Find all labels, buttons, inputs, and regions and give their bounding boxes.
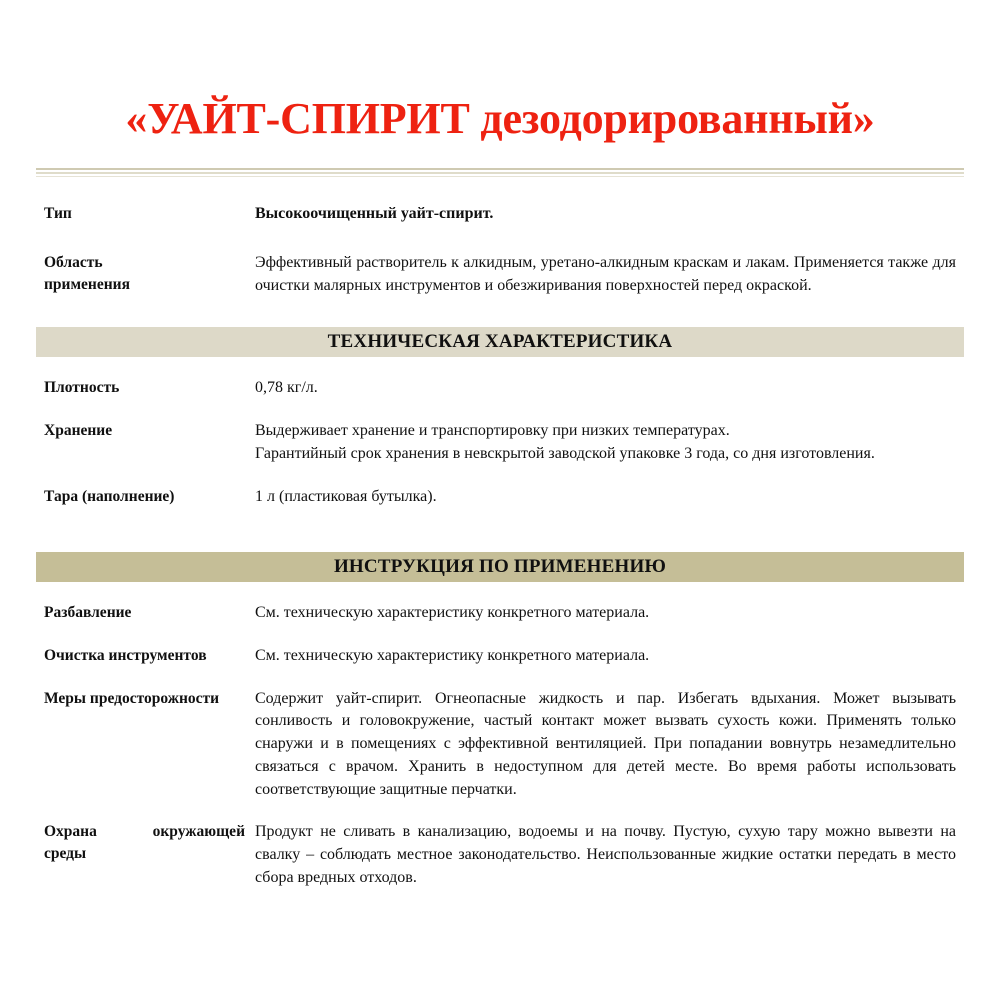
instruction-rows [36,582,964,889]
row-value-storage-line1: Выдерживает хранение и транспортировку при низких температурах. [255,422,730,440]
row-value-precautions: Содержит уайт-спирит. Огнеопасные жидкость и пар. Избегать вдыхания. Может вызывать сонливость и головокружение, частый контакт может вызвать сухость кожи. Применять только снаружи и в помещениях с эффективной вентиляцией. При попадании вовнутрь незамедлительно связаться с врачом. Хранить в недоступном для детей месте. Во время работы использовать соответствующие защитные перчатки. [255,689,956,798]
row-value-tool-cleaning: См. техническую характеристику конкретного материала. [255,646,650,664]
table-row [36,645,964,668]
row-label-density: Плотность [44,379,120,397]
row-label-application [36,252,255,296]
table-row [36,821,964,889]
row-label-application-line2: применения [44,275,130,293]
row-value-environment: Продукт не сливать в канализацию, водоемы и на почву. Пустую, сухую тару можно вывезти на свалку – соблюдать местное законодательство. Неиспользованные жидкие остатки передать в место сбора вредных отходов. [255,823,956,886]
table-row [36,688,964,802]
section-heading-instructions: ИНСТРУКЦИЯ ПО ПРИМЕНЕНИЮ [36,552,964,582]
row-label-precautions: Меры предосторожности [44,689,220,707]
divider-rule-middle [36,172,964,174]
section-heading-technical: ТЕХНИЧЕСКАЯ ХАРАКТЕРИСТИКА [36,327,964,357]
page-title: «УАЙТ-СПИРИТ дезодорированный» [125,94,875,143]
table-row [36,252,964,297]
technical-rows [36,357,964,552]
row-label-packaging: Тара (наполнение) [44,487,175,505]
divider-rule-bottom [36,176,964,177]
row-label-environment-line2: среды [44,845,87,863]
row-label-type: Тип [44,205,72,223]
table-row [36,420,964,465]
row-value-packaging: 1 л (пластиковая бутылка). [255,487,437,505]
row-label-environment-line1: Охрана окружающей [44,823,245,841]
row-value-density: 0,78 кг/л. [255,379,318,397]
row-value-type: Высокоочищенный уайт-спирит. [255,205,494,223]
row-value-dilution: См. техническую характеристику конкретного материала. [255,604,650,622]
row-label-application-line1: Область [44,253,103,271]
table-row [36,377,964,400]
table-row [36,486,964,509]
row-value-storage [255,420,964,465]
row-label-dilution: Разбавление [44,604,132,622]
intro-rows [36,177,964,327]
table-row [36,203,964,226]
table-row [36,602,964,625]
row-label-environment [36,821,255,865]
row-value-storage-line2: Гарантийный срок хранения в невскрытой заводской упаковке 3 года, со дня изготовления. [255,444,875,462]
row-value-application: Эффективный растворитель к алкидным, уретано-алкидным краскам и лакам. Применяется также для очистки малярных инструментов и обезжиривания поверхностей перед окраской. [255,253,956,294]
title-divider [36,168,964,177]
divider-rule-top [36,168,964,170]
row-label-tool-cleaning: Очистка инструментов [44,646,207,664]
row-label-storage: Хранение [44,422,113,440]
